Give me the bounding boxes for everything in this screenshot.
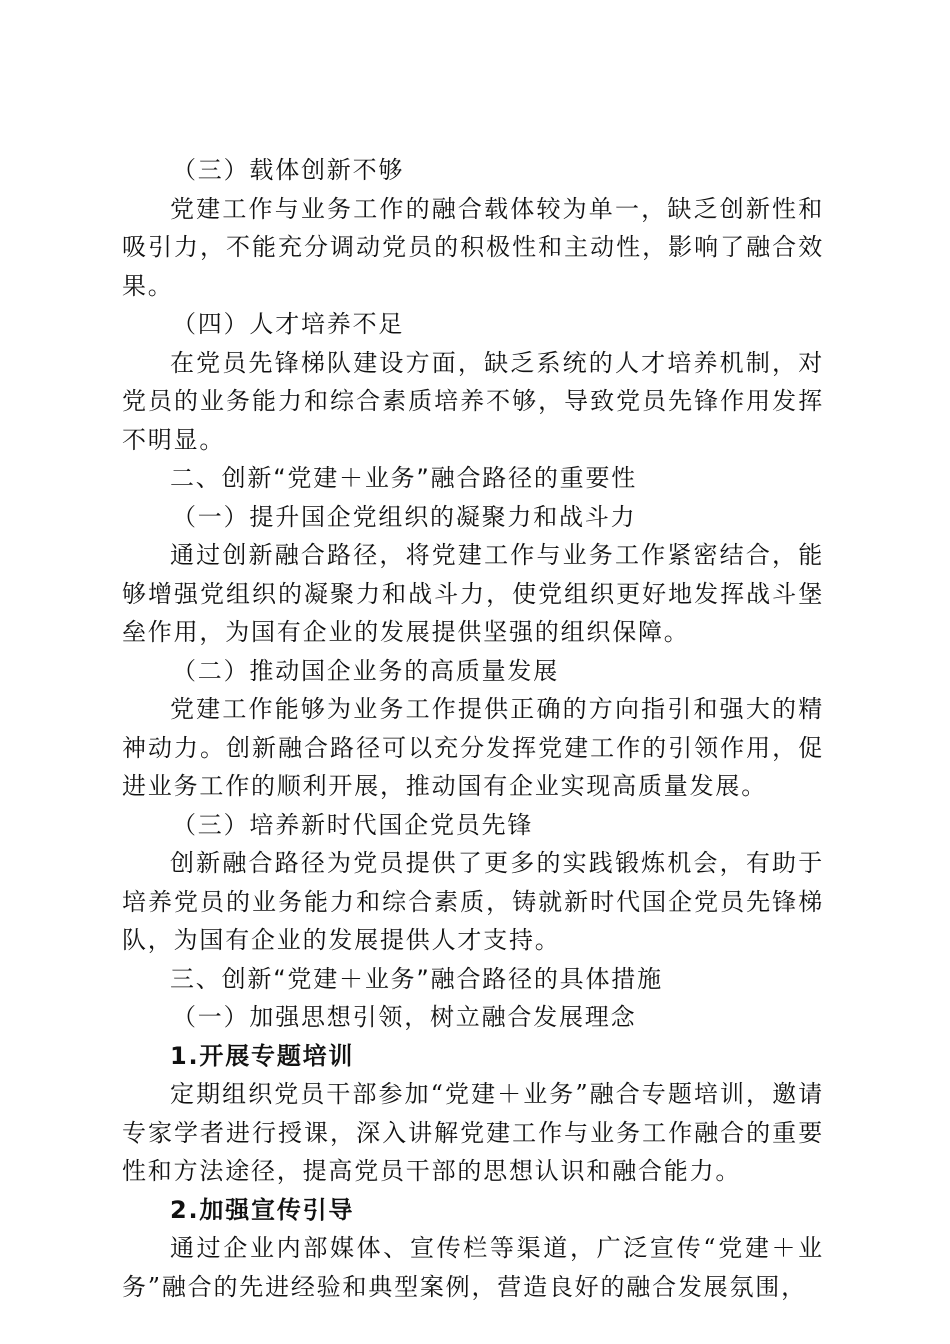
body-paragraph: 在党员先锋梯队建设方面，缺乏系统的人才培养机制，对党员的业务能力和综合素质培养不够，导致党员先锋作用发挥不明显。 (122, 348, 824, 454)
section-heading: （二）推动国企业务的高质量发展 (172, 656, 559, 685)
body-paragraph: 通过企业内部媒体、宣传栏等渠道，广泛宣传“党建＋业务”融合的先进经验和典型案例，营造良好的融合发展氛围， (122, 1234, 824, 1301)
body-paragraph: 创新融合路径为党员提供了更多的实践锻炼机会，有助于培养党员的业务能力和综合素质，铸就新时代国企党员先锋梯队，为国有企业的发展提供人才支持。 (122, 849, 824, 954)
chapter-heading: 二、创新“党建＋业务”融合路径的重要性 (170, 464, 638, 492)
section-heading: （四）人才培养不足 (172, 310, 405, 338)
section-heading: （一）加强思想引领，树立融合发展理念 (172, 1003, 637, 1031)
subsection-heading: 2.加强宣传引导 (170, 1195, 355, 1224)
section-heading: （三）载体创新不够 (172, 156, 405, 184)
body-paragraph: 党建工作能够为业务工作提供正确的方向指引和强大的精神动力。创新融合路径可以充分发挥党建工作的引领作用，促进业务工作的顺利开展，推动国有企业实现高质量发展。 (122, 695, 824, 800)
section-heading: （一）提升国企党组织的凝聚力和战斗力 (172, 502, 637, 531)
body-paragraph: 定期组织党员干部参加“党建＋业务”融合专题培训，邀请专家学者进行授课，深入讲解党建工作与业务工作融合的重要性和方法途径，提高党员干部的思想认识和融合能力。 (122, 1080, 824, 1185)
body-paragraph: 通过创新融合路径，将党建工作与业务工作紧密结合，能够增强党组织的凝聚力和战斗力，使党组织更好地发挥战斗堡垒作用，为国有企业的发展提供坚强的组织保障。 (122, 541, 824, 646)
document-body (122, 151, 824, 1306)
body-paragraph: 党建工作与业务工作的融合载体较为单一，缺乏创新性和吸引力，不能充分调动党员的积极性和主动性，影响了融合效果。 (122, 194, 824, 300)
section-heading: （三）培养新时代国企党员先锋 (172, 810, 534, 839)
subsection-heading: 1.开展专题培训 (170, 1041, 355, 1070)
chapter-heading: 三、创新“党建＋业务”融合路径的具体措施 (170, 964, 663, 993)
